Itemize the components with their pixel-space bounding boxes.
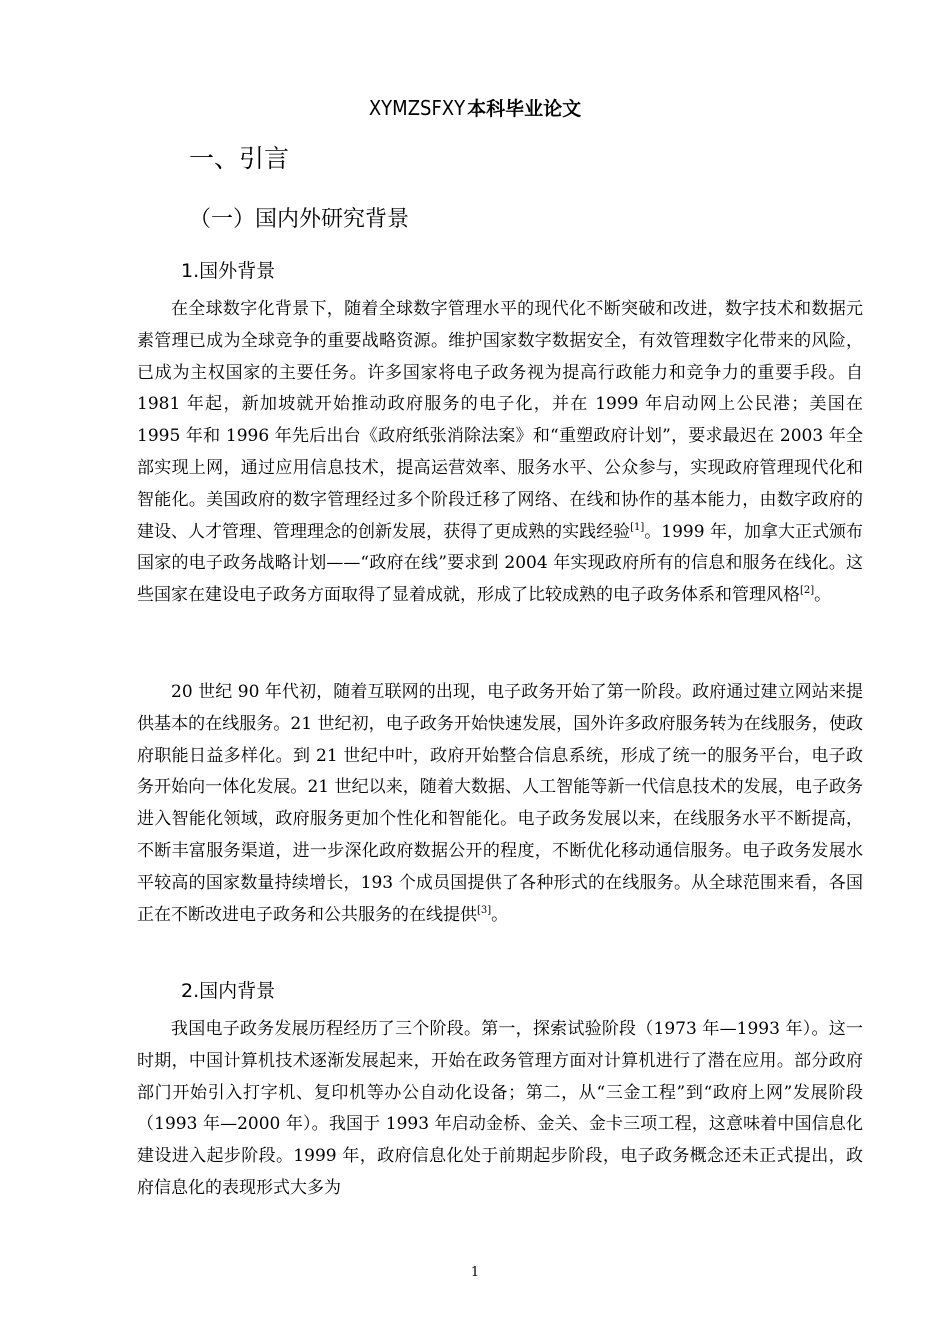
header-thesis-label: 本科毕业论文 bbox=[467, 98, 582, 120]
subsection-title-foreign: 1.国外背景 bbox=[181, 260, 276, 282]
paragraph-text: 。 bbox=[491, 904, 509, 925]
paragraph-domestic-1: 我国电子政务发展历程经历了三个阶段。第一，探索试验阶段（1973 年—1993 年）。这一时期，中国计算机技术逐渐发展起来，开始在政务管理方面对计算机进行了潜在应用。部分政府部门开始引入打字机、复印机等办公自动化设备；第二，从“三金工程”到“政府上网”发展阶段（1993 年—2000 年）。我国于 1993 年启动金桥、金关、金卡三项工程，这意味着中国信息化建设进入起步阶段。1999 年，政府信息化处于前期起步阶段，电子政务概念还未正式提出，政府信息化的表现形式大多为 bbox=[137, 1019, 863, 1198]
paragraph-text: 。1999 年，加拿大正式颁布国家的电子政务战略计划——“政府在线”要求到 2004 年实现政府所有的信息和服务在线化。这些国家在建设电子政务方面取得了显着成就，形成了比较成熟的电子政务体系和管理风格 bbox=[137, 521, 864, 606]
chapter-title: 一、引言 bbox=[189, 144, 290, 173]
subsection-title-domestic: 2.国内背景 bbox=[181, 980, 276, 1002]
page-number: 1 bbox=[470, 1265, 480, 1280]
paragraph-foreign-1 bbox=[137, 294, 863, 612]
paragraph-text: 在全球数字化背景下，随着全球数字管理水平的现代化不断突破和改进，数字技术和数据元素管理已成为全球竞争的重要战略资源。维护国家数字数据安全，有效管理数字化带来的风险，已成为主权国家的主要任务。许多国家将电子政务视为提高行政能力和竞争力的重要手段。自 1981 年起，新加坡就开始推动政府服务的电子化，并在 1999 年启动网上公民港；美国在 1995 年和 1996 年先后出台《政府纸张消除法案》和“重塑政府计划”，要求最迟在 2003 年全部实现上网，通过应用信息技术，提高运营效率、服务水平、公众参与，实现政府管理现代化和智能化。美国政府的数字管理经过多个阶段迁移了网络、在线和协作的基本能力，由数字政府的建设、人才管理、管理理念的创新发展，获得了更成熟的实践经验 bbox=[137, 299, 863, 542]
section-title: （一）国内外研究背景 bbox=[189, 207, 410, 232]
running-header bbox=[0, 94, 950, 123]
paragraph-foreign-2 bbox=[137, 677, 863, 931]
header-institution-code: XYMZSFXY bbox=[368, 96, 466, 120]
citation-ref: [2] bbox=[800, 585, 815, 597]
paragraph-text: 20 世纪 90 年代初，随着互联网的出现，电子政务开始了第一阶段。政府通过建立网站来提供基本的在线服务。21 世纪初，电子政务开始快速发展，国外许多政府服务转为在线服务，使政府职能日益多样化。到 21 世纪中叶，政府开始整合信息系统，形成了统一的服务平台，电子政务开始向一体化发展。21 世纪以来，随着大数据、人工智能等新一代信息技术的发展，电子政务进入智能化领域，政府服务更加个性化和智能化。电子政务发展以来，在线服务水平不断提高，不断丰富服务渠道，进一步深化政府数据公开的程度，不断优化移动通信服务。电子政务发展水平较高的国家数量持续增长，193 个成员国提供了各种形式的在线服务。从全球范围来看，各国正在不断改进电子政务和公共服务的在线提供 bbox=[137, 682, 863, 925]
citation-ref: [1] bbox=[630, 521, 645, 533]
paragraph-text: 。 bbox=[814, 585, 832, 606]
citation-ref: [3] bbox=[477, 904, 492, 916]
